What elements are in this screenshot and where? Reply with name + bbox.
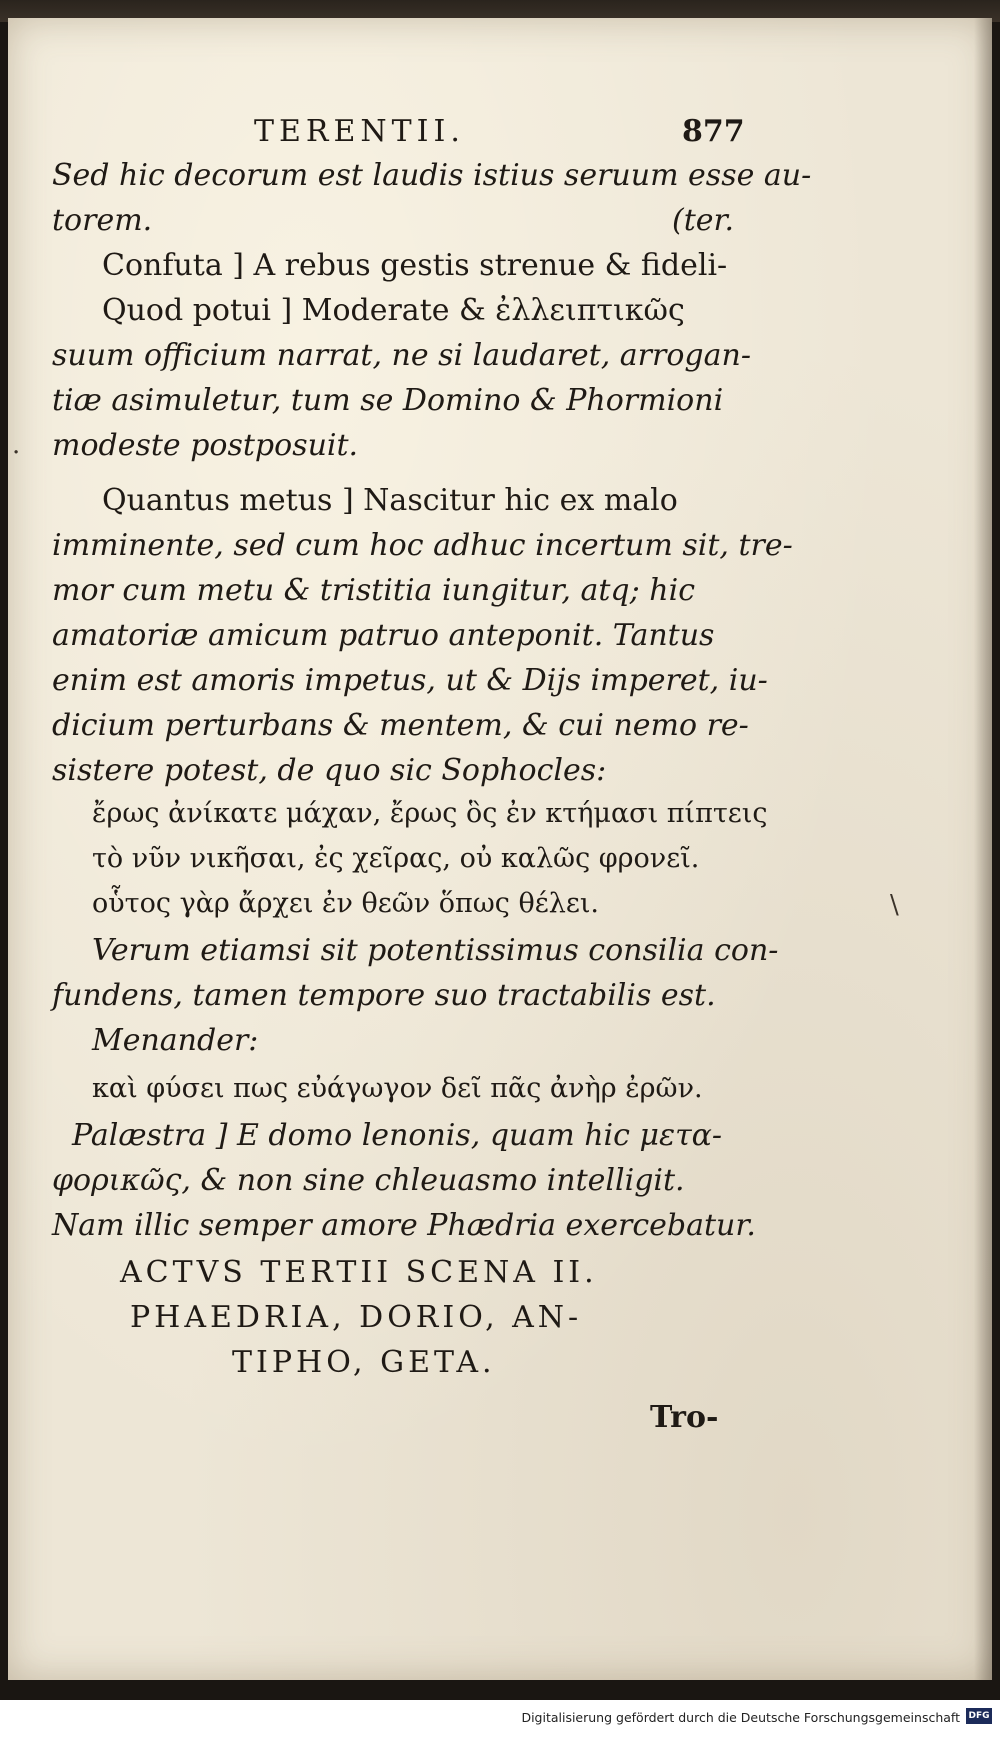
body-line: modeste postposuit. (52, 428, 359, 463)
body-line: φορικῶς, & non sine chleuasmo intelligit. (52, 1163, 685, 1198)
body-line: Sed hic decorum est laudis istius seruum esse au- (52, 158, 812, 193)
body-line: Menander: (92, 1023, 259, 1058)
running-title: TERENTII. (254, 114, 465, 149)
body-line: (ter. (672, 203, 735, 238)
body-line: Verum etiamsi sit potentissimus consilia con- (92, 933, 779, 968)
body-line: torem. (52, 203, 153, 238)
body-line: dicium perturbans & mentem, & cui nemo re- (52, 708, 749, 743)
scan-edge-bottom (0, 1680, 1000, 1700)
act-heading: ACTVS TERTII SCENA II. (120, 1255, 598, 1290)
margin-blemish: \ (890, 890, 899, 920)
body-line: Nam illic semper amore Phædria exercebatur. (52, 1208, 756, 1243)
body-line: suum officium narrat, ne si laudaret, arrogan- (52, 338, 751, 373)
body-line: Quod potui ] Moderate & ἐλλειπτικῶς (102, 293, 685, 328)
dfg-logo: DFG (966, 1708, 992, 1724)
catchword: Tro- (650, 1400, 719, 1435)
funding-credit: Digitalisierung gefördert durch die Deutsche Forschungsgemeinschaft (521, 1710, 960, 1725)
characters-heading: TIPHO, GETA. (232, 1345, 496, 1380)
body-line: Confuta ] A rebus gestis strenue & fideli- (102, 248, 728, 283)
body-line: Quantus metus ] Nascitur hic ex malo (102, 483, 678, 518)
body-line: tiæ asimuletur, tum se Domino & Phormioni (52, 383, 724, 418)
body-line: enim est amoris impetus, ut & Dijs imperet, iu- (52, 663, 768, 698)
body-line: mor cum metu & tristitia iungitur, atq; hic (52, 573, 695, 608)
page-gutter-shadow (974, 18, 992, 1680)
greek-line: τὸ νῦν νικῆσαι, ἐς χεῖρας, οὐ καλῶς φρονεῖ. (92, 843, 700, 874)
greek-line: ἔρως ἀνίκατε μάχαν, ἔρως ὃς ἐν κτήμασι πίπτεις (92, 798, 768, 829)
characters-heading: PHAEDRIA, DORIO, AN- (130, 1300, 583, 1335)
page-number: 877 (682, 114, 745, 149)
body-line: fundens, tamen tempore suo tractabilis est. (52, 978, 716, 1013)
greek-line: καὶ φύσει πως εὐάγωγον δεῖ πᾶς ἀνὴρ ἐρῶν. (92, 1073, 703, 1104)
greek-line: οὗτος γὰρ ἄρχει ἐν θεῶν ὅπως θέλει. (92, 888, 599, 919)
body-line: Palæstra ] E domo lenonis, quam hic μετα- (72, 1118, 723, 1153)
body-line: imminente, sed cum hoc adhuc incertum sit, tre- (52, 528, 793, 563)
body-line: amatoriæ amicum patruo anteponit. Tantus (52, 618, 715, 653)
body-line: sistere potest, de quo sic Sophocles: (52, 753, 607, 788)
margin-blemish: · (12, 438, 21, 468)
